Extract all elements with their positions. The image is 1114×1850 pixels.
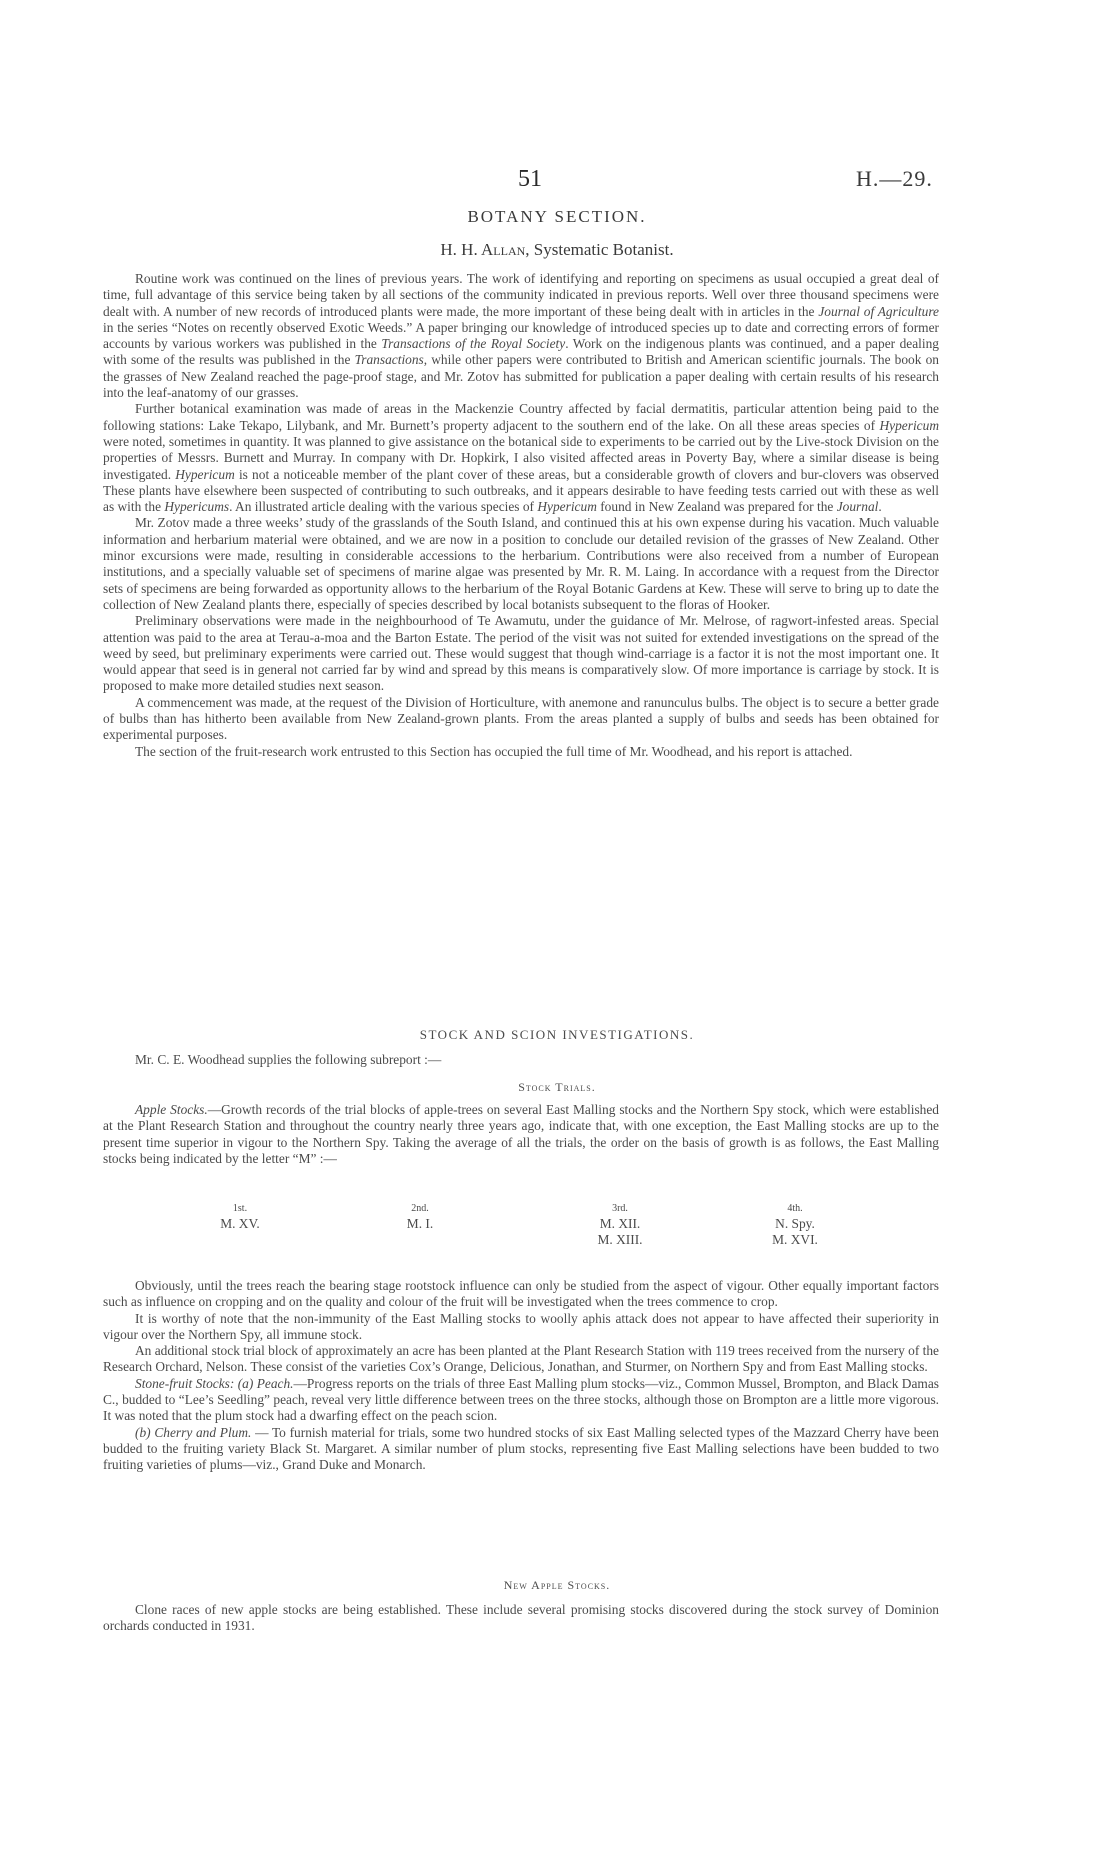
paragraph-clone-races: Clone races of new apple stocks are being established. These include several promising stocks discovered during the stock survey of Dominion orchards conducted in 1931. — [103, 1602, 939, 1634]
new-apple-body — [103, 1602, 939, 1635]
paragraph-fruit-research: The section of the fruit-research work entrusted to this Section has occupied the full time of Mr. Woodhead, and his report is attached. — [135, 743, 853, 759]
botany-body — [103, 271, 939, 760]
paragraph-cherry-plum: (b) Cherry and Plum. — To furnish material for trials, some two hundred stocks of six East Malling selected types of the Mazzard Cherry have been budded to the fruiting variety Black St. Margaret. A similar number of plum stocks, representing five East Malling selections have been budded to two fruiting varieties of plums—viz., Grand Duke and Monarch. — [103, 1424, 939, 1473]
author-name: H. H. Allan — [440, 240, 526, 259]
paragraph-ragwort: Preliminary observations were made in the neighbourhood of Te Awamutu, under the guidance of Mr. Melrose, of ragwort-infested areas. Special attention was paid to the area at Terau-a-moa and the Barton Estate. The period of the visit was not suited for extended investigations on the spread of the weed by seed, but preliminary experiments were carried out. These would suggest that though wind-carriage is a factor it is not the most important one. It would appear that seed is in general not carried far by wind and spread by this means is comparatively slow. Of more importance is carriage by stock. It is proposed to make more detailed studies next season. — [103, 613, 939, 694]
paragraph-woolly-aphis: It is worthy of note that the non-immunity of the East Malling stocks to woolly aphis attack does not appear to have affected their superiority in vigour over the Northern Spy, all immune stock. — [103, 1310, 939, 1342]
paragraph-additional-block: An additional stock trial block of approximately an acre has been planted at the Plant Research Station with 119 trees received from the nursery of the Research Orchard, Nelson. These consist of the varieties Cox’s Orange, Delicious, Jonathan, and Sturmer, on Northern Spy and from East Malling stocks. — [103, 1343, 939, 1375]
growth-ranking-table — [180, 1202, 880, 1250]
paragraph-vigour: Obviously, until the trees reach the bearing stage rootstock influence can only be studied from the aspect of vigour. Other equally important factors such as influence on cropping and on the quality and colour of the fruit will be investigated when the trees commence to crop. — [103, 1278, 939, 1310]
stock-trials-body — [103, 1278, 939, 1474]
rank-column-2: 2nd. M. I. — [406, 1203, 434, 1231]
author-line — [0, 240, 1114, 260]
stock-intro: Mr. C. E. Woodhead supplies the following subreport :— — [135, 1052, 442, 1067]
rank-column-3: 3rd. M. XII. M. XIII. — [597, 1203, 643, 1247]
stock-scion-heading: STOCK AND SCION INVESTIGATIONS. — [419, 1027, 695, 1042]
paragraph-bulbs: A commencement was made, at the request of the Division of Horticulture, with anemone and ranunculus bulbs. The object is to secure a better grade of bulbs than has hitherto been available from New Zealand-grown plants. From the areas planted a supply of bulbs and seeds has been obtained for experimental purposes. — [103, 694, 939, 743]
paragraph-mackenzie: Further botanical examination was made of areas in the Mackenzie Country affected by facial dermatitis, particular attention being paid to the following stations: Lake Tekapo, Lilybank, and Mr. Burnett’s property adjacent to the southern end of the lake. On all these areas species of Hypericum were noted, sometimes in quantity. It was planned to give assistance on the botanical side to experiments to be carried out by the Live-stock Division on the properties of Messrs. Burnett and Murray. In company with Dr. Hopkirk, I also visited affected areas in Poverty Bay, where a similar disease is being investigated. Hypericum is not a noticeable member of the plant cover of these areas, but a considerable growth of clovers and bur-clovers was observed These plants have elsewhere been suspected of contributing to such outbreaks, and it appears desirable to have feeding tests carried out with these as well as with the Hypericums. An illustrated article dealing with the various species of Hypericum found in New Zealand was prepared for the Journal. — [103, 401, 939, 515]
paragraph-stone-fruit: Stone-fruit Stocks: (a) Peach.—Progress reports on the trials of three East Malling plum stocks—viz., Common Mussel, Brompton, and Black Damas C., budded to “Lee’s Seedling” peach, reveal very little difference between trees on the three stocks, although those on Brompton are a little more vigorous. It was noted that the plum stock had a dwarfing effect on the peach scion. — [103, 1375, 939, 1424]
page-number: 51 — [518, 166, 542, 192]
paragraph-apple-stocks: Apple Stocks.—Growth records of the trial blocks of apple-trees on several East Malling stocks and the Northern Spy stock, which were established at the Plant Research Station and throughout the country nearly three years ago, indicate that, with one exception, the East Malling stocks are up to the present time superior in vigour to the Northern Spy. Taking the average of all the trials, the order on the basis of growth is as follows, the East Malling stocks being indicated by the letter “M” :— — [103, 1102, 939, 1166]
rank-column-4: 4th. N. Spy. M. XVI. — [772, 1203, 818, 1247]
apple-stocks-body — [103, 1102, 939, 1167]
paragraph-zotov: Mr. Zotov made a three weeks’ study of the grasslands of the South Island, and continued this at his own expense during his vacation. Much valuable information and herbarium material were obtained, and we are now in a position to conclude our detailed revision of the grasses of New Zealand. Other minor excursions were made, resulting in considerable accessions to the herbarium. Contributions were also received from a number of European institutions, and a specially valuable set of specimens of marine algae was presented by Mr. R. M. Laing. In accordance with a request from the Director sets of specimens are being forwarded as opportunity allows to the herbarium of the Royal Botanic Gardens at Kew. These will serve to bring up to date the collection of New Zealand plants there, especially of species described by local botanists subsequent to the floras of Hooker. — [103, 515, 939, 612]
rank-column-1: 1st. M. XV. — [220, 1203, 260, 1231]
author-role: , Systematic Botanist. — [525, 240, 674, 259]
paragraph-routine-work: Routine work was continued on the lines of previous years. The work of identifying and reporting on specimens as usual occupied a great deal of time, full advantage of this service being taken by all sections of the community indicated in previous reports. Well over three thousand specimens were dealt with. A number of new records of introduced plants were made, the more important of these being dealt with in articles in the Journal of Agriculture in the series “Notes on recently observed Exotic Weeds.” A paper bringing our knowledge of introduced species up to date and correcting errors of former accounts by various workers was published in the Transactions of the Royal Society. Work on the indigenous plants was continued, and a paper dealing with some of the results was published in the Transactions, while other papers were contributed to British and American scientific journals. The book on the grasses of New Zealand reached the page-proof stage, and Mr. Zotov has submitted for publication a paper dealing with certain results of his research into the leaf-anatomy of our grasses. — [103, 271, 939, 401]
section-title: BOTANY SECTION. — [467, 207, 647, 226]
document-code: H.—29. — [856, 166, 933, 191]
new-apple-stocks-heading: New Apple Stocks. — [503, 1578, 611, 1592]
stock-trials-heading: Stock Trials. — [518, 1080, 596, 1094]
